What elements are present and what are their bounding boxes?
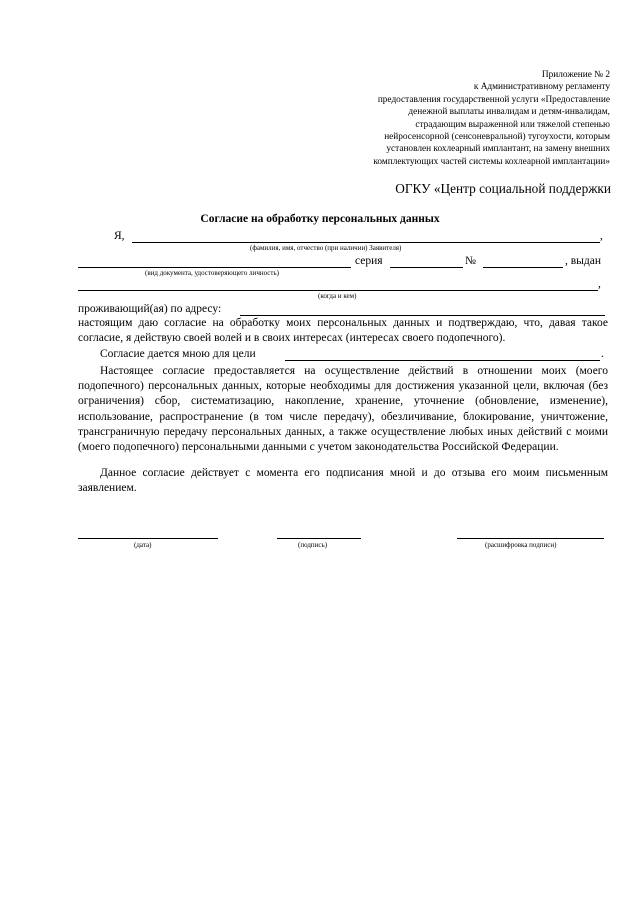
recipient-organization: ОГКУ «Центр социальной поддержки [395,181,611,196]
comma: , [598,278,601,290]
document-title: Согласие на обработку персональных данных [200,213,440,225]
appendix-line: страдающим выраженной или тяжелой степенью [415,119,610,130]
appendix-line: комплектующих частей системы кохлеарной имплантации» [373,156,610,167]
number-field[interactable] [483,267,563,268]
consent-paragraph: настоящим даю согласие на обработку моих персональных данных и подтверждаю, что, давая такое согласие, я действую своей волей и в своих интересах (интересах своего подопечного). [78,317,608,345]
signature-decode-caption: (расшифровка подписи) [485,541,557,549]
ya-label: Я, [114,230,125,242]
appendix-line: нейросенсорной (сенсоневральной) тугоухости, которым [384,132,610,143]
seria-field[interactable] [390,267,463,268]
number-label: № [465,255,476,267]
purpose-label: Согласие дается мною для цели [100,348,256,360]
appendix-line: Приложение № 2 [541,70,610,80]
date-field[interactable] [78,538,218,539]
comma: , [600,230,603,242]
appendix-line: установлен кохлеарный имплантант, на замену внешних [386,144,610,155]
signature-field[interactable] [277,538,361,539]
issued-by-caption: (когда и кем) [318,292,357,300]
actions-paragraph: Настоящее согласие предоставляется на осуществление действий в отношении моих (моего подопечного) персональных данных, которые необходимы для достижения указанной цели, включая (без ограничения) сбор, систематизацию, накопление, хранение, уточнение (обновление, изменение), использование, распространение (в том числе передачу), обезличивание, блокирование, уничтожение, трансграничную передачу персональных данных, а также осуществление любых иных действий с моими (моего подопечного) персональными данными с учетом законодательства Российской Федерации. [78,365,608,454]
appendix-header [310,69,610,168]
appendix-line: предоставления государственной услуги «Предоставление [377,94,610,105]
appendix-line: к Административному регламенту [473,82,610,93]
validity-paragraph: Данное согласие действует с момента его подписания мной и до отзыва его моим письменным заявлением. [78,467,608,495]
document-type-field[interactable] [78,267,351,268]
fio-caption: (фамилия, имя, отчество (при наличии) Заявителя) [250,244,402,252]
purpose-field[interactable] [285,360,600,361]
seria-label: серия [355,255,383,267]
signature-decode-field[interactable] [457,538,604,539]
address-label: проживающий(ая) по адресу: [78,303,222,315]
fio-field[interactable] [132,242,600,243]
date-caption: (дата) [134,541,152,549]
issued-by-field[interactable] [78,290,598,291]
period: . [601,348,604,360]
appendix-line: денежной выплаты инвалидам и детям-инвалидам, [408,107,610,118]
document-caption: (вид документа, удостоверяющего личность) [145,269,280,277]
issued-label: , выдан [565,255,602,267]
signature-caption: (подпись) [298,541,328,549]
